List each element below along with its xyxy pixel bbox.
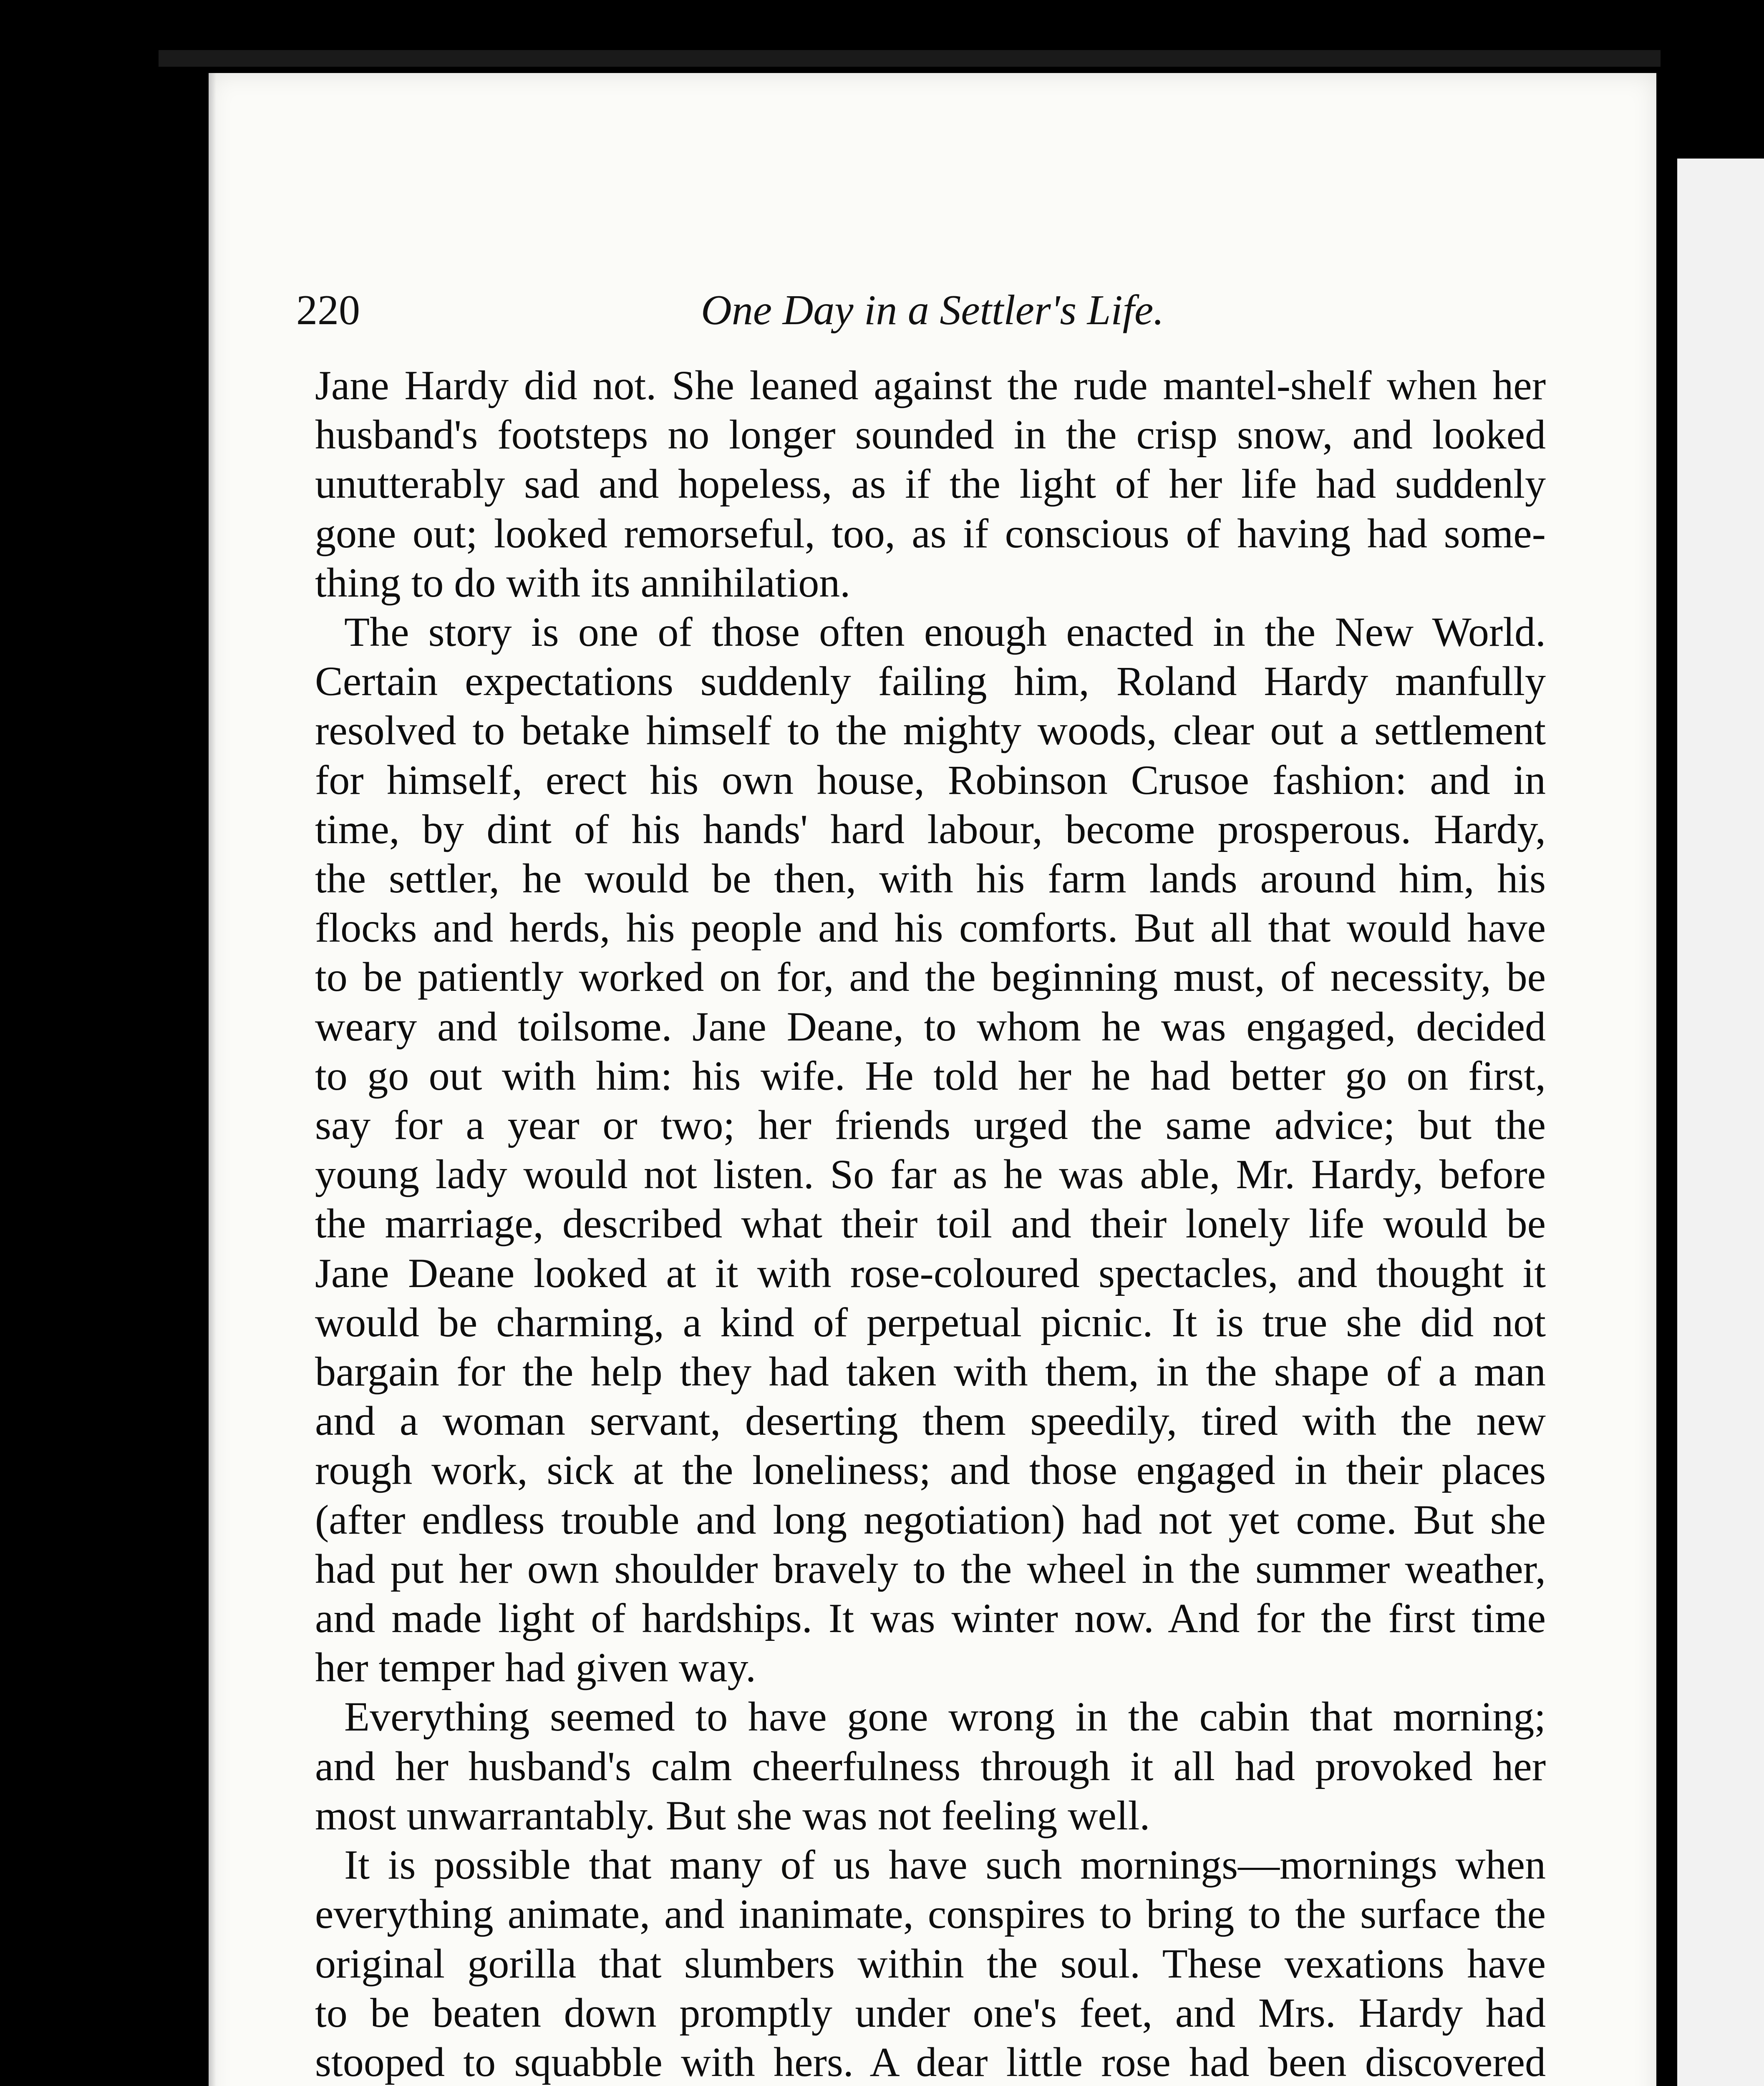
paragraph <box>315 1840 1546 2086</box>
body-text <box>315 361 1546 2086</box>
page-number: 220 <box>296 287 360 334</box>
text-line: rough work, sick at the loneliness; and those engaged in their places <box>315 1447 1546 1494</box>
book-page <box>209 73 1656 2086</box>
text-line: and her husband's calm cheerfulness through it all had provoked her <box>315 1743 1546 1789</box>
text-line: thing to do with its annihilation. <box>315 559 851 606</box>
text-line: for himself, erect his own house, Robinson Crusoe fashion: and in <box>315 756 1546 803</box>
text-line: to be patiently worked on for, and the beginning must, of necessity, be <box>315 954 1546 1000</box>
paragraph <box>315 607 1546 1692</box>
text-line: young lady would not listen. So far as he was able, Mr. Hardy, before <box>315 1151 1546 1198</box>
text-line: had put her own shoulder bravely to the wheel in the summer weather, <box>315 1545 1546 1592</box>
running-title: One Day in a Settler's Life. <box>701 287 1164 334</box>
page-header <box>296 286 1485 369</box>
text-line: Jane Deane looked at it with rose-coloured spectacles, and thought it <box>315 1250 1546 1296</box>
text-line: (after endless trouble and long negotiation) had not yet come. But she <box>315 1496 1546 1543</box>
text-line: the marriage, described what their toil and their lonely life would be <box>315 1200 1546 1247</box>
text-line: everything animate, and inanimate, conspires to bring to the surface the <box>315 1891 1546 1937</box>
text-line: time, by dint of his hands' hard labour, become prosperous. Hardy, <box>315 806 1546 852</box>
text-line: bargain for the help they had taken with them, in the shape of a man <box>315 1348 1546 1395</box>
text-line: Everything seemed to have gone wrong in the cabin that morning; <box>344 1693 1546 1740</box>
text-line: The story is one of those often enough enacted in the New World. <box>344 609 1546 655</box>
text-line: husband's footsteps no longer sounded in the crisp snow, and looked <box>315 411 1546 458</box>
paragraph <box>315 1692 1546 1840</box>
text-line: would be charming, a kind of perpetual picnic. It is true she did not <box>315 1299 1546 1345</box>
paragraph <box>315 361 1546 607</box>
text-line: to be beaten down promptly under one's feet, and Mrs. Hardy had <box>315 1989 1546 2036</box>
text-line: to go out with him: his wife. He told her he had better go on first, <box>315 1052 1546 1099</box>
text-line: most unwarrantably. But she was not feeling well. <box>315 1792 1150 1839</box>
text-line: original gorilla that slumbers within the soul. These vexations have <box>315 1940 1546 1987</box>
text-line: resolved to betake himself to the mighty woods, clear out a settlement <box>315 707 1546 754</box>
facing-page-edge <box>1677 159 1764 2086</box>
scan-edge <box>159 50 1661 67</box>
text-line: and a woman servant, deserting them speedily, tired with the new <box>315 1398 1546 1444</box>
text-line: say for a year or two; her friends urged the same advice; but the <box>315 1102 1546 1149</box>
text-line: stooped to squabble with hers. A dear little rose had been discovered <box>315 2038 1546 2085</box>
text-line: her temper had given way. <box>315 1644 756 1691</box>
text-line: gone out; looked remorseful, too, as if conscious of having had some- <box>315 510 1546 557</box>
text-line: flocks and herds, his people and his comforts. But all that would have <box>315 904 1546 951</box>
text-line: and made light of hardships. It was winter now. And for the first time <box>315 1595 1546 1642</box>
text-line: weary and toilsome. Jane Deane, to whom he was engaged, decided <box>315 1003 1546 1050</box>
text-line: Certain expectations suddenly failing him, Roland Hardy manfully <box>315 658 1546 705</box>
text-line: It is possible that many of us have such mornings—mornings when <box>344 1842 1546 1888</box>
text-line: unutterably sad and hopeless, as if the light of her life had suddenly <box>315 461 1546 507</box>
text-line: the settler, he would be then, with his farm lands around him, his <box>315 855 1546 902</box>
text-line: Jane Hardy did not. She leaned against the rude mantel-shelf when her <box>315 362 1546 408</box>
